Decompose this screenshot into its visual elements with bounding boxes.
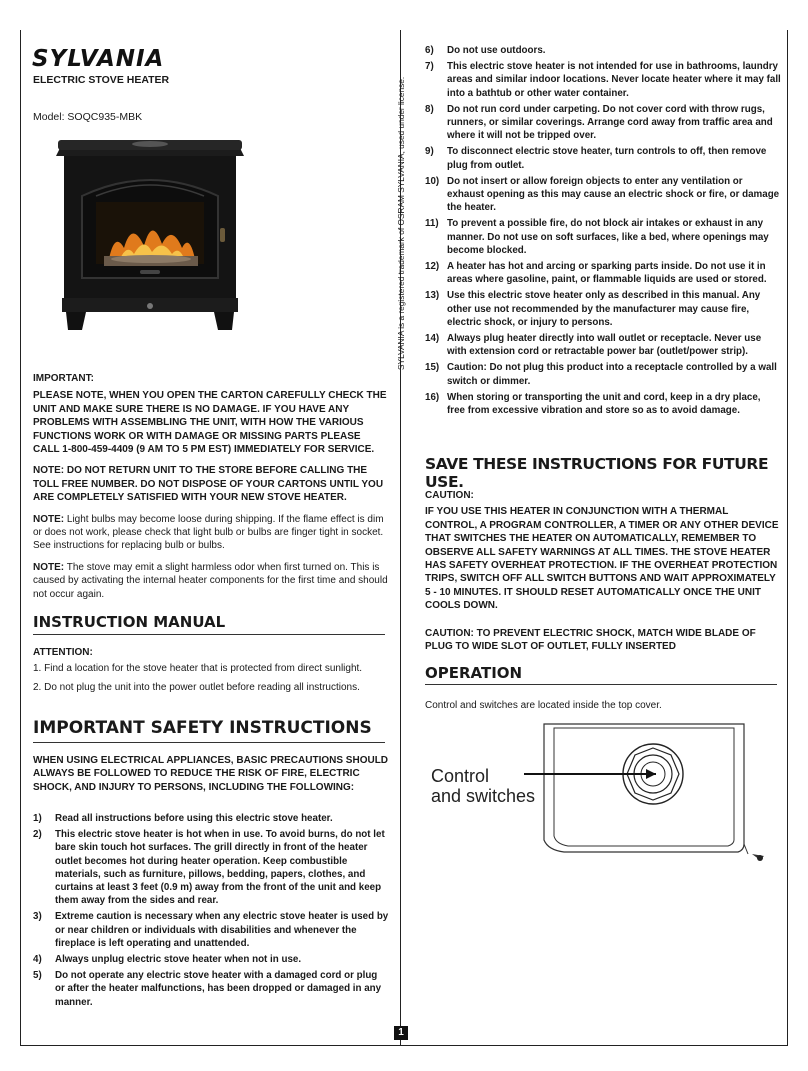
list-item-number: 2): [33, 829, 42, 841]
important-section: [33, 372, 389, 601]
list-item: [33, 910, 389, 950]
bulb-note: [33, 513, 389, 553]
note-text: Light bulbs may become loose during shipping. If the flame effect is dim or does not work, please check that light bulb or bulbs are finger tight in socket. See instructions for replacing bulb or bulbs.: [33, 513, 384, 552]
list-item-number: 3): [33, 911, 42, 923]
product-title: ELECTRIC STOVE HEATER: [33, 74, 170, 86]
list-item-text: This electric stove heater is hot when in use. To avoid burns, do not let bare skin touch hot surfaces. The grill directly in front of the heater outlet becomes hot during heater operation. Keep combustible materials, such as furniture, pillows, bedding, papers, clothes, and curtains at least 3 feet (0.9 m) away from the front of the unit and keep them away from the sides and rear.: [55, 829, 385, 907]
note-label: NOTE:: [33, 513, 65, 525]
list-item-number: 1): [33, 813, 42, 824]
section-rule: [33, 634, 385, 635]
list-item: [33, 969, 389, 1009]
list-item: [425, 391, 781, 417]
control-switches-label: [431, 766, 535, 806]
caution-section: [425, 489, 781, 653]
odor-note: [33, 561, 389, 601]
label-line-1: Control: [431, 766, 490, 786]
list-item: [425, 332, 781, 358]
list-item-number: 5): [33, 970, 42, 982]
list-item: [425, 103, 781, 143]
list-item: [425, 145, 781, 171]
list-item-number: 9): [425, 146, 434, 158]
list-item: [33, 953, 389, 966]
list-item-text: To disconnect electric stove heater, turn controls to off, then remove plug from outlet.: [447, 146, 767, 171]
list-item-number: 6): [425, 45, 434, 56]
list-item: [425, 60, 781, 100]
safety-list-left: [33, 812, 389, 1012]
list-item: [425, 217, 781, 257]
safety-list-right: [425, 44, 781, 420]
list-item-text: Always plug heater directly into wall outlet or receptacle. Never use with extension cord or retractable power bar (outlet/power strip).: [447, 333, 762, 358]
attention-line-2: 2. Do not plug the unit into the power outlet before reading all instructions.: [33, 681, 360, 693]
safety-intro: WHEN USING ELECTRICAL APPLIANCES, BASIC PRECAUTIONS SHOULD ALWAYS BE FOLLOWED TO REDUCE THE RISK OF FIRE, ELECTRIC SHOCK, AND INJURY TO PERSONS, INCLUDING THE FOLLOWING:: [33, 755, 389, 793]
important-heading: IMPORTANT:: [33, 373, 94, 384]
list-item: [33, 812, 389, 825]
list-item-number: 11): [425, 218, 439, 230]
list-item-text: To prevent a possible fire, do not block air intakes or exhaust in any manner. Do not use on soft surfaces, like a bed, where openings may become blocked.: [447, 218, 769, 256]
list-item-text: A heater has hot and arcing or sparking parts inside. Do not use it in areas where gasoline, paint, or flammable liquids are used or stored.: [447, 261, 767, 286]
list-item-number: 12): [425, 261, 440, 273]
list-item-text: Do not use outdoors.: [447, 45, 546, 56]
list-item-number: 7): [425, 61, 434, 73]
attention-section: [33, 646, 389, 694]
list-item-number: 13): [425, 290, 440, 302]
list-item-number: 4): [33, 954, 42, 966]
attention-line-1: 1. Find a location for the stove heater that is protected from direct sunlight.: [33, 663, 363, 675]
caution-text: IF YOU USE THIS HEATER IN CONJUNCTION WITH A THERMAL CONTROL, A PROGRAM CONTROLLER, A TIMER OR ANY OTHER DEVICE THAT SWITCHES THE HEATER ON AUTOMATICALLY, REMEMBER TO OBSERVE ALL SAFETY WARNINGS AT ALL TIMES. THE STOVE HEATER HAS SAFETY OVERHEAT PROTECTION. IF THE OVERHEAT PROTECTION TRIPS, SWITCH OFF ALL SWITCH BUTTONS AND WAIT APPROXIMATELY 5 - 10 MINUTES. IT SHOULD RESET AUTOMATICALLY ONCE THE UNIT COOLS DOWN.: [425, 506, 779, 612]
trademark-notice: SYLVANIA is a registered trademark of OSRAM SYLVANIA, used under license.: [396, 76, 406, 370]
list-item-text: Do not operate any electric stove heater with a damaged cord or plug or after the heater malfunctions, has been dropped or damaged in any manner.: [55, 970, 382, 1008]
label-line-2: and switches: [431, 786, 536, 806]
list-item: [425, 175, 781, 215]
stove-heater-image: [52, 138, 248, 332]
model-number: Model: SOQC935-MBK: [33, 111, 143, 123]
attention-heading: ATTENTION:: [33, 647, 93, 658]
return-note: NOTE: DO NOT RETURN UNIT TO THE STORE BEFORE CALLING THE TOLL FREE NUMBER. DO NOT DISPOSE OF YOUR CARTONS UNTIL YOU ARE COMPLETELY SATISFIED WITH YOUR NEW STOVE HEATER.: [33, 465, 384, 504]
list-item-number: 10): [425, 175, 440, 187]
save-instructions-heading: SAVE THESE INSTRUCTIONS FOR FUTURE USE.: [425, 455, 769, 491]
list-item-number: 15): [425, 362, 440, 374]
list-item-text: Always unplug electric stove heater when not in use.: [55, 954, 302, 966]
brand-logo: SYLVANIA: [32, 46, 165, 72]
instruction-manual-title: INSTRUCTION MANUAL: [33, 613, 226, 631]
list-item-text: Read all instructions before using this electric stove heater.: [55, 813, 333, 824]
list-item: [425, 361, 781, 387]
list-item: [425, 289, 781, 329]
important-paragraph: PLEASE NOTE, WHEN YOU OPEN THE CARTON CAREFULLY CHECK THE UNIT AND MAKE SURE THERE IS NO DAMAGE. IF YOU HAVE ANY PROBLEMS WITH ASSEMBLING THE UNIT, WITH HOW THE VARIOUS FUNCTIONS WORK OR WITH DAMAGE OR MISSING PARTS PLEASE CALL 1-800-459-4409 (9 AM TO 5 PM EST) IMMEDIATELY FOR SERVICE.: [33, 390, 387, 456]
safety-title: IMPORTANT SAFETY INSTRUCTIONS: [33, 718, 372, 738]
list-item-number: 16): [425, 391, 440, 403]
list-item-text: Extreme caution is necessary when any electric stove heater is used by or near children or individuals with disabilities and whenever the fireplace is left operating and unattended.: [55, 911, 389, 949]
page-number: 1: [394, 1026, 408, 1040]
section-rule: [33, 742, 385, 743]
list-item: [425, 260, 781, 286]
section-rule: [425, 684, 777, 685]
note-text: The stove may emit a slight harmless odor when first turned on. This is caused by activating the internal heater components for the first time and should not occur again.: [33, 561, 388, 600]
operation-text: Control and switches are located inside the top cover.: [425, 700, 662, 711]
list-item: [33, 828, 389, 907]
list-item: [425, 44, 781, 57]
list-item-text: Caution: Do not plug this product into a receptacle controlled by a wall switch or dimmer.: [447, 362, 777, 387]
shock-caution: CAUTION: TO PREVENT ELECTRIC SHOCK, MATCH WIDE BLADE OF PLUG TO WIDE SLOT OF OUTLET, FULLY INSERTED: [425, 627, 756, 653]
list-item-number: 14): [425, 333, 440, 345]
list-item-text: When storing or transporting the unit and cord, keep in a dry place, free from excessive vibration and store so as to avoid damage.: [447, 391, 761, 417]
list-item-text: Use this electric stove heater only as described in this manual. Any other use not recommended by the manufacturer may cause fire, electric shock, or injury to persons.: [447, 290, 761, 328]
note-label: NOTE:: [33, 561, 65, 573]
list-item-text: Do not insert or allow foreign objects to enter any ventilation or exhaust opening as this may cause an electric shock or fire, or damage the heater.: [447, 175, 780, 214]
operation-title: OPERATION: [425, 664, 523, 682]
list-item-number: 8): [425, 103, 434, 115]
list-item-text: Do not run cord under carpeting. Do not cover cord with throw rugs, runners, or similar coverings. Arrange cord away from traffic area and where it will not be tripped over.: [447, 103, 773, 142]
list-item-text: This electric stove heater is not intended for use in bathrooms, laundry areas and similar indoor locations. Never locate heater where it may fall into a bathtub or other water container.: [447, 61, 781, 99]
caution-heading: CAUTION:: [425, 490, 474, 501]
